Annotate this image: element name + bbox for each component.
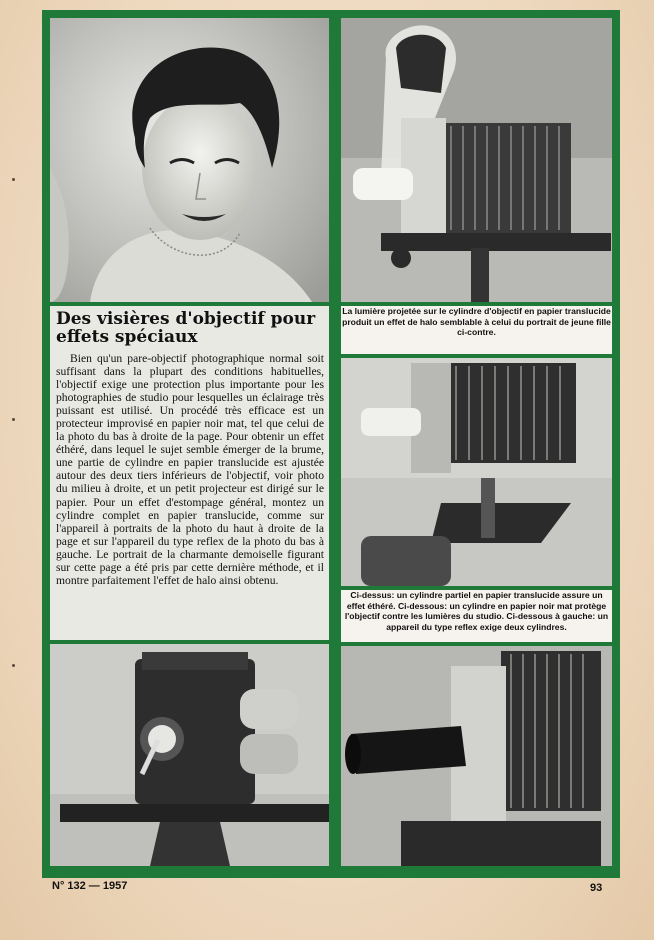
binding-hole [12,664,15,667]
reflex-camera-photo [50,644,329,866]
binding-hole [12,178,15,181]
binding-hole [12,418,15,421]
article-body: Bien qu'un pare-objectif photographique normal soit suffisant dans la plupart des conditions habituelles, l'objectif exige une protection plus importante pour les photographies de studio pour lesquelles un éclairage très puissant est utilisé. Un procédé très efficace est un protecteur improvisé en papier noir mat, tel que celui de la photo du bas à droite de la page. Pour obtenir un effet éthéré, dans lequel le sujet semble émerger de la brume, une partie de cylindre en papier translucide est ajustée autour des deux tiers inférieurs de l'objectif, voir photo du milieu à droite, et un petit projecteur est dirigé sur le papier. Pour un effet d'estompage général, montez un cylindre complet en papier translucide, comme sur l'appareil à portraits de la photo du haut à droite de la page et sur l'appareil du type reflex de la photo du bas à gauche. Le portrait de la charmante demoiselle figurant sur cette page a été pris par cette dernière méthode, et il montre parfaitement l'effet de halo ainsi obtenu. [56,352,324,587]
caption-top-right: La lumière projetée sur le cylindre d'objectif en papier translucide produit un effet de halo semblable à celui du portrait de jeune fille ci-contre. [341,306,612,354]
portrait-photo [50,18,329,302]
portrait-camera-photo [341,18,612,302]
partial-cylinder-photo [341,358,612,586]
article-title: Des visières d'objectif pour effets spéciaux [56,309,316,347]
issue-number: N° 132 — 1957 [52,880,128,892]
column-divider [331,10,339,878]
page-number: 93 [590,882,603,894]
caption-middle-right: Ci-dessus: un cylindre partiel en papier translucide assure un effet éthéré. Ci-dessous: un cylindre en papier noir mat protège l'objectif contre les lumières du studio. Ci-dessous à gauche: un appareil du type reflex exige deux cylindres. [341,590,612,642]
black-cylinder-camera-photo [341,646,612,866]
